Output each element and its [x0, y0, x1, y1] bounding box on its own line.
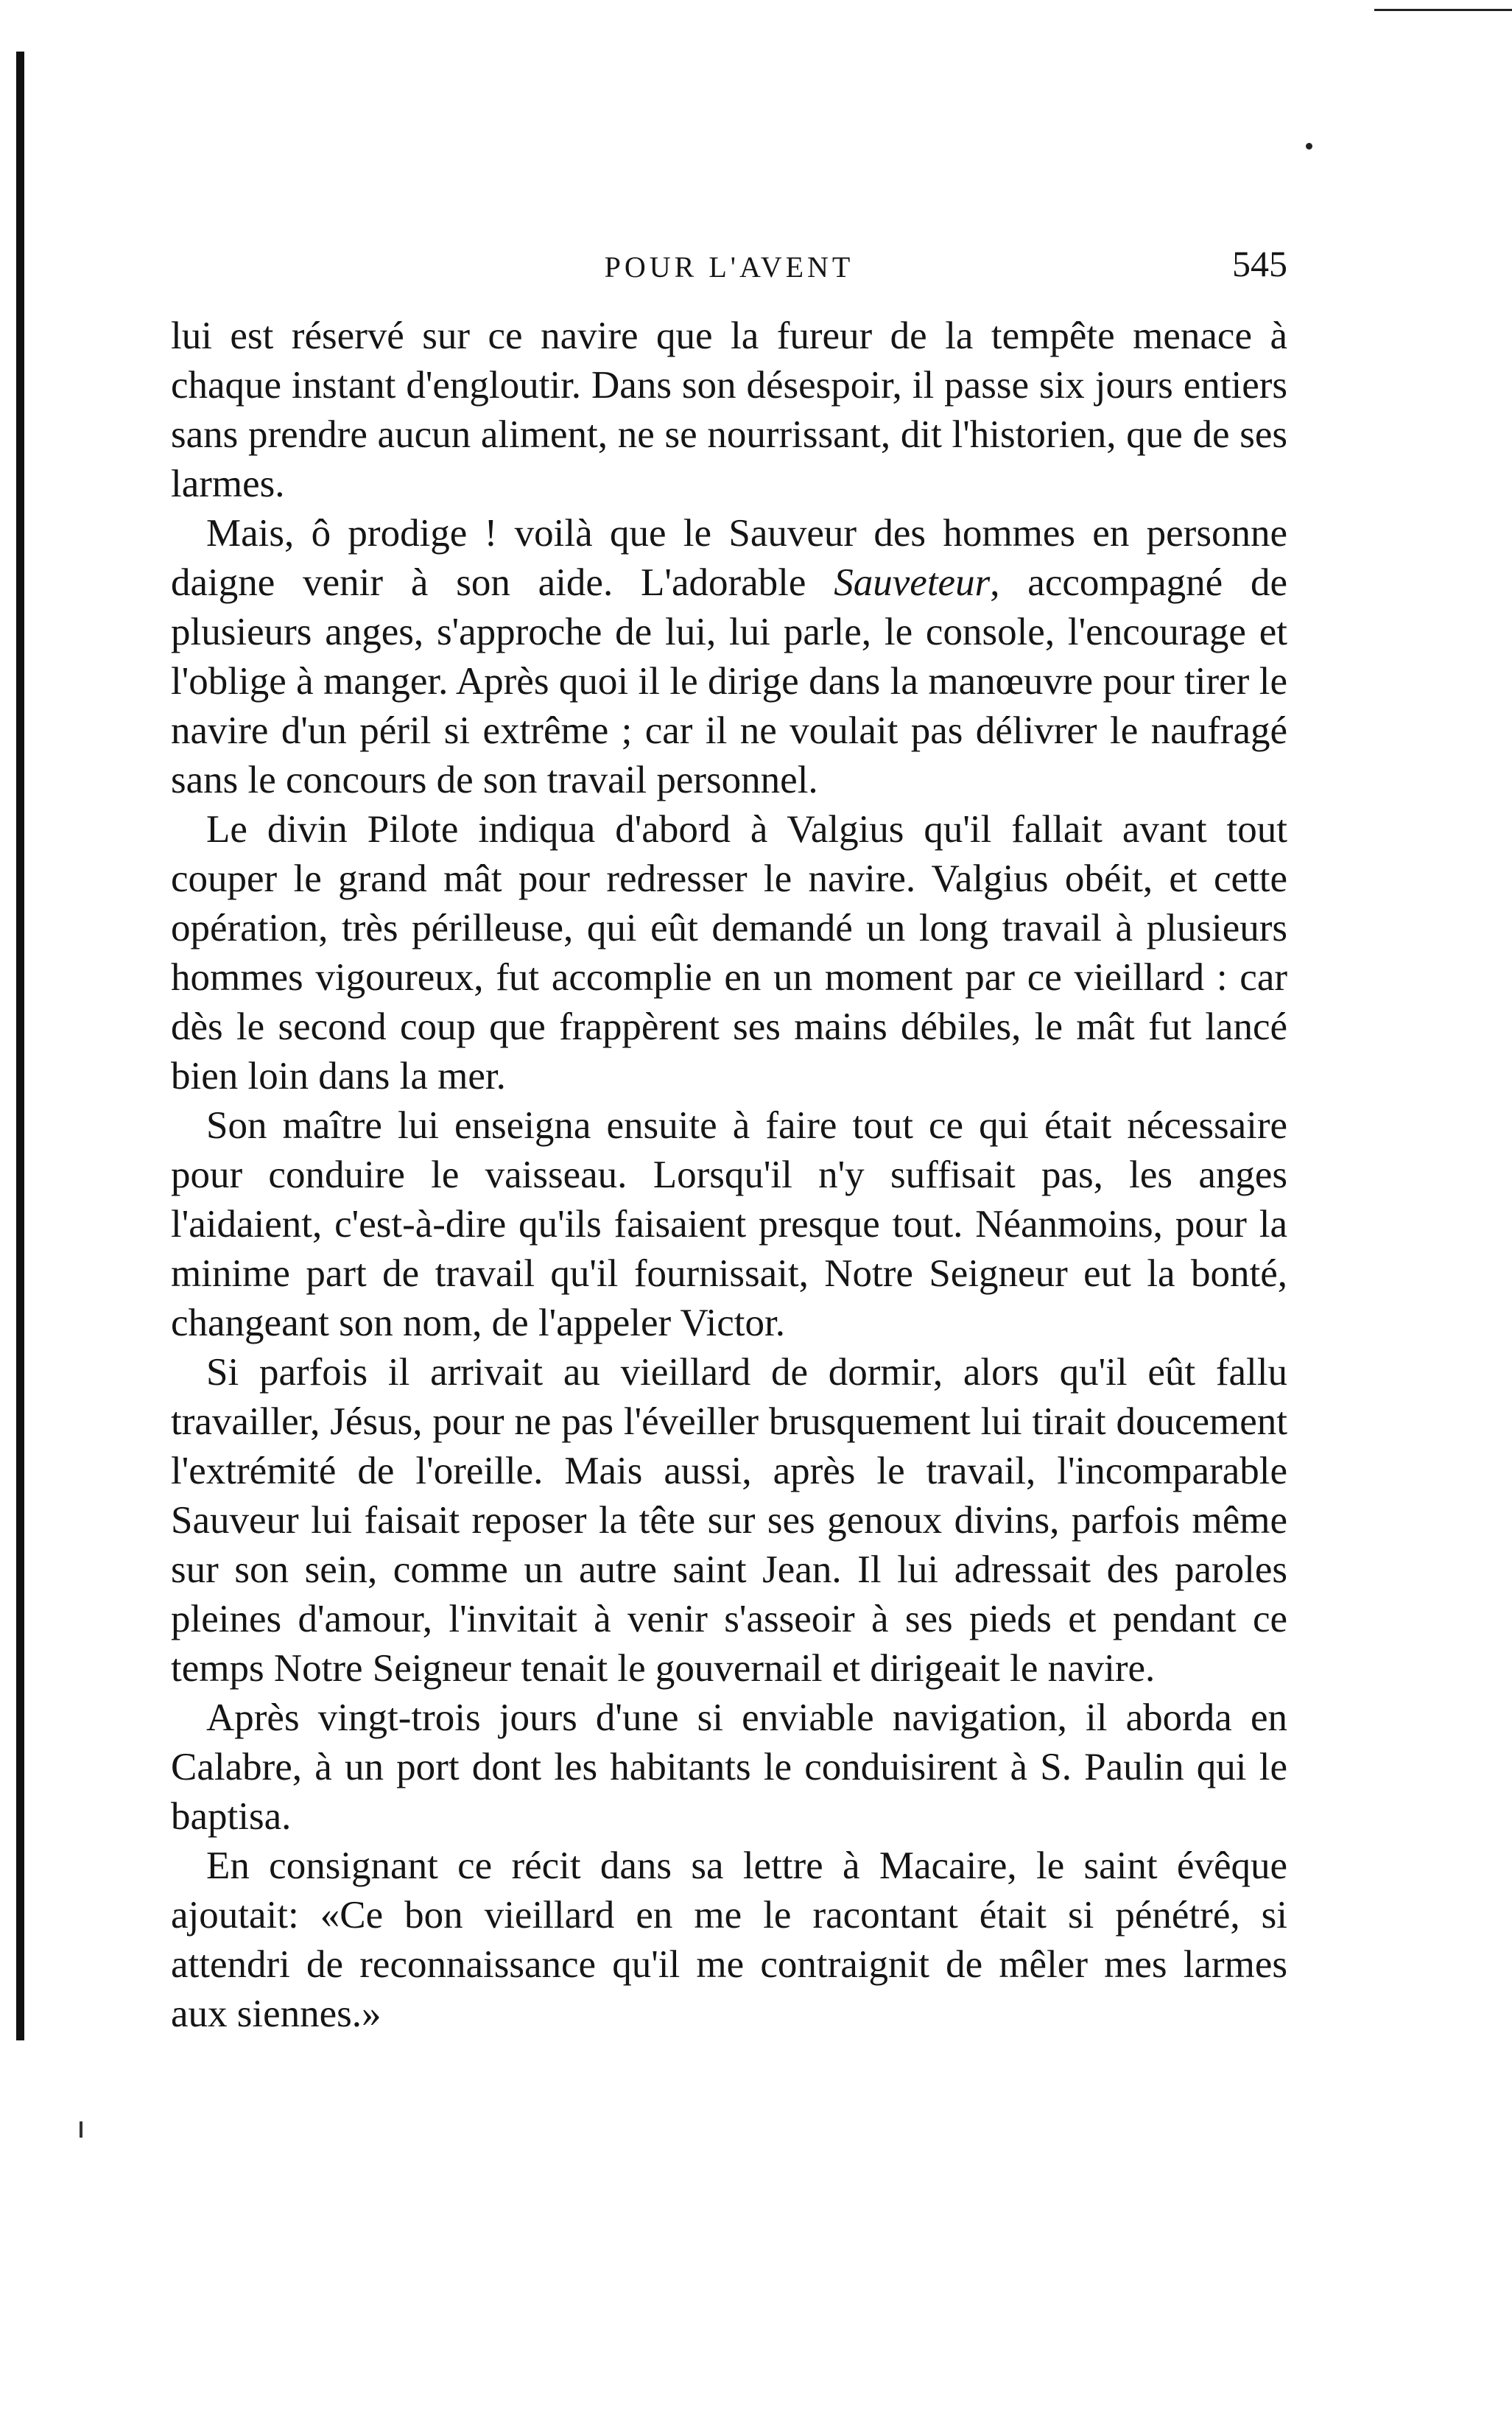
paragraph-2-text-end: , accompagné de plusieurs anges, s'approche de lui, lui parle, le console, l'encourage et l'oblige à manger. Après quoi il le dirige dans la manœuvre pour tirer le navire d'un péril si extrême ; car il ne voulait pas délivrer le naufragé sans le concours de son travail personnel.: [171, 561, 1288, 801]
paragraph-7: En consignant ce récit dans sa lettre à Macaire, le saint évêque ajoutait: «Ce bon vieillard en me le racontant était si pénétré, si attendri de reconnaissance qu'il me contraignit de mêler mes larmes aux siennes.»: [171, 1844, 1287, 2035]
paragraph-3: Le divin Pilote indiqua d'abord à Valgius qu'il fallait avant tout couper le grand mât pour redresser le navire. Valgius obéit, et cette opération, très périlleuse, qui eût demandé un long travail à plusieurs hommes vigoureux, fut accomplie en un moment par ce vieillard : car dès le second coup que frappèrent ses mains débiles, le mât fut lancé bien loin dans la mer.: [171, 808, 1287, 1098]
scan-edge-left: [16, 52, 24, 2040]
book-page: [171, 243, 1288, 2039]
paragraph-1: lui est réservé sur ce navire que la fureur de la tempête menace à chaque instant d'engloutir. Dans son désespoir, il passe six jours entiers sans prendre aucun aliment, ne se nourrissant, dit l'historien, que de ses larmes.: [171, 315, 1287, 505]
paragraph-2: [171, 509, 1287, 805]
paragraph-2-text-start: Mais, ô prodige ! voilà que le Sauveur des hommes en personne daigne venir à son aide. L'adorable: [171, 512, 1287, 604]
page-number: 545: [1232, 243, 1287, 284]
paragraph-6: Après vingt-trois jours d'une si enviable navigation, il aborda en Calabre, à un port dont les habitants le conduisirent à S. Paulin qui le baptisa.: [171, 1696, 1287, 1838]
paragraph-5: Si parfois il arrivait au vieillard de dormir, alors qu'il eût fallu travailler, Jésus, pour ne pas l'éveiller brusquement lui tirait doucement l'extrémité de l'oreille. Mais aussi, après le travail, l'incomparable Sauveur lui faisait reposer la tête sur ses genoux divins, parfois même sur son sein, comme un autre saint Jean. Il lui adressait des paroles pleines d'amour, l'invitait à venir s'asseoir à ses pieds et pendant ce temps Notre Seigneur tenait le gouvernail et dirigeait le navire.: [171, 1351, 1287, 1690]
running-head: [171, 243, 1287, 291]
running-title: POUR L'AVENT: [604, 250, 854, 284]
scan-mark: [80, 2121, 82, 2138]
paragraph-4: Son maître lui enseigna ensuite à faire tout ce qui était nécessaire pour conduire le vaisseau. Lorsqu'il n'y suffisait pas, les anges l'aidaient, c'est-à-dire qu'ils faisaient presque tout. Néanmoins, pour la minime part de travail qu'il fournissait, Notre Seigneur eut la bonté, changeant son nom, de l'appeler Victor.: [171, 1104, 1287, 1344]
scan-speck: [1306, 143, 1312, 150]
paragraph-2-emphasis: Sauveteur: [834, 561, 991, 604]
scan-edge-top-right: [1374, 9, 1512, 11]
body-text: [171, 312, 1287, 2039]
